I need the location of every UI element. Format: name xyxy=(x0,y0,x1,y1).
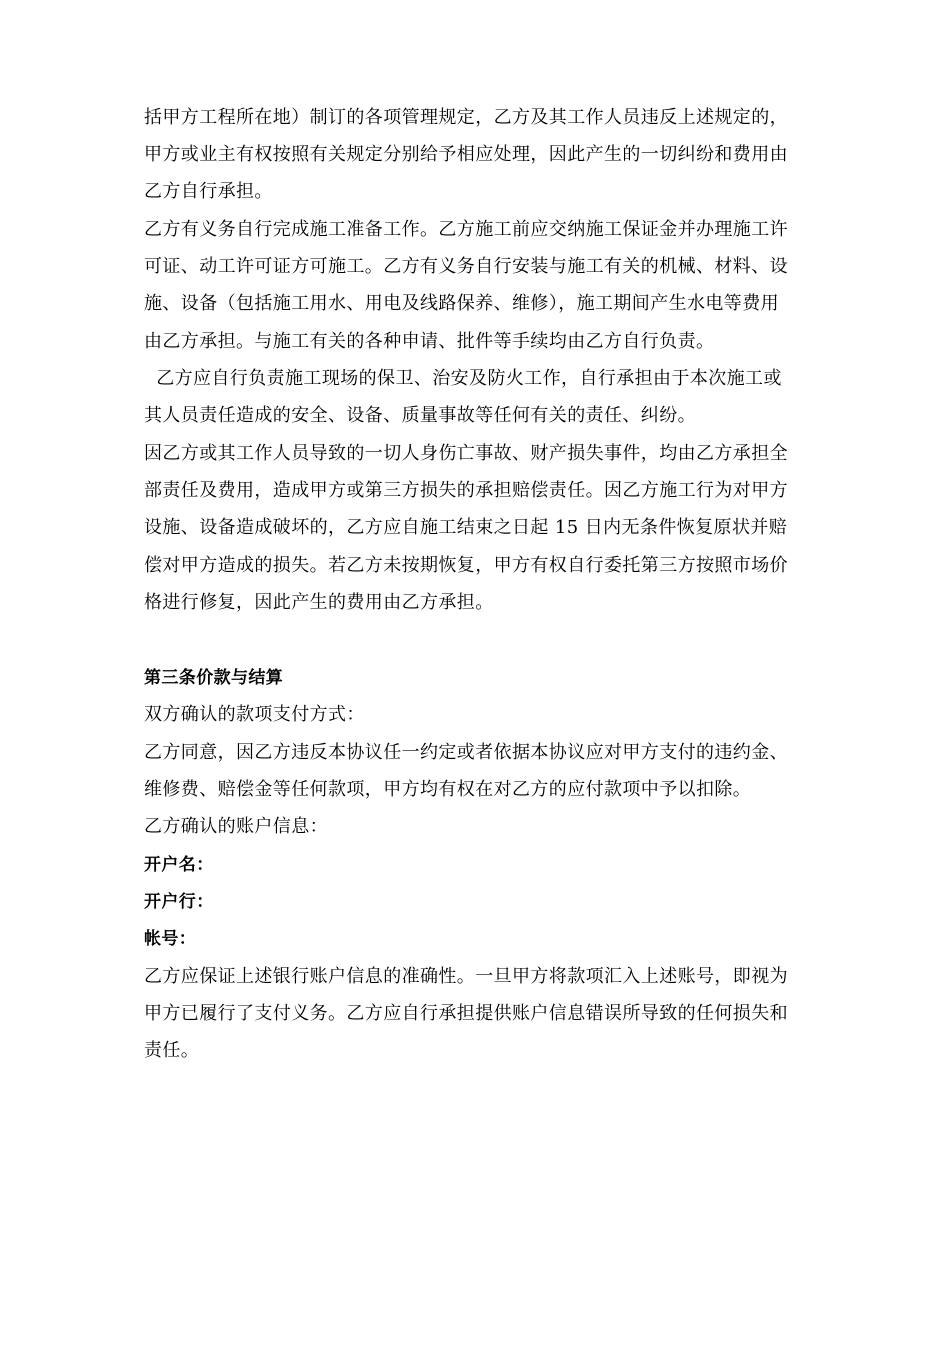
account-number-label: 帐号： xyxy=(144,929,197,949)
paragraph-line: 乙方自行承担。 xyxy=(144,181,273,202)
paragraph-line: 维修费、赔偿金等任何款项，甲方均有权在对乙方的应付款项中予以扣除。 xyxy=(144,779,752,800)
paragraph-line: 部责任及费用，造成甲方或第三方损失的承担赔偿责任。因乙方施工行为对甲方 xyxy=(144,480,788,501)
paragraph-line: 乙方确认的账户信息： xyxy=(144,816,328,837)
account-bank-label: 开户行： xyxy=(144,892,214,912)
paragraph-line: 因乙方或其工作人员导致的一切人身伤亡事故、财产损失事件，均由乙方承担全 xyxy=(144,443,788,464)
paragraph-line: 可证、动工许可证方可施工。乙方有义务自行安装与施工有关的机械、材料、设 xyxy=(144,256,788,277)
section-title: 第三条价款与结算 xyxy=(144,668,284,688)
paragraph-line: 甲方已履行了支付义务。乙方应自行承担提供账户信息错误所导致的任何损失和 xyxy=(144,1003,788,1024)
paragraph-line: 格进行修复，因此产生的费用由乙方承担。 xyxy=(144,592,494,613)
paragraph-line: 由乙方承担。与施工有关的各种申请、批件等手续均由乙方自行负责。 xyxy=(144,331,715,352)
paragraph-line: 责任。 xyxy=(144,1040,200,1061)
paragraph-line: 偿对甲方造成的损失。若乙方未按期恢复，甲方有权自行委托第三方按照市场价 xyxy=(144,555,788,576)
paragraph-line: 括甲方工程所在地）制订的各项管理规定，乙方及其工作人员违反上述规定的， xyxy=(144,107,788,128)
paragraph-line: 乙方应保证上述银行账户信息的准确性。一旦甲方将款项汇入上述账号，即视为 xyxy=(144,966,788,987)
paragraph-line: 双方确认的款项支付方式： xyxy=(144,704,365,725)
paragraph-line: 乙方有义务自行完成施工准备工作。乙方施工前应交纳施工保证金并办理施工许 xyxy=(144,219,788,240)
paragraph-line: 设施、设备造成破坏的，乙方应自施工结束之日起 15 日内无条件恢复原状并赔 xyxy=(144,517,788,538)
account-name-label: 开户名： xyxy=(144,855,214,875)
paragraph-line: 乙方应自行负责施工现场的保卫、治安及防火工作，自行承担由于本次施工或 xyxy=(144,368,782,389)
paragraph-line: 乙方同意，因乙方违反本协议任一约定或者依据本协议应对甲方支付的违约金、 xyxy=(144,742,788,763)
paragraph-line: 施、设备（包括施工用水、用电及线路保养、维修），施工期间产生水电等费用 xyxy=(144,293,779,314)
paragraph-line: 甲方或业主有权按照有关规定分别给予相应处理，因此产生的一切纠纷和费用由 xyxy=(144,144,788,165)
paragraph-line: 其人员责任造成的安全、设备、质量事故等任何有关的责任、纠纷。 xyxy=(144,405,696,426)
